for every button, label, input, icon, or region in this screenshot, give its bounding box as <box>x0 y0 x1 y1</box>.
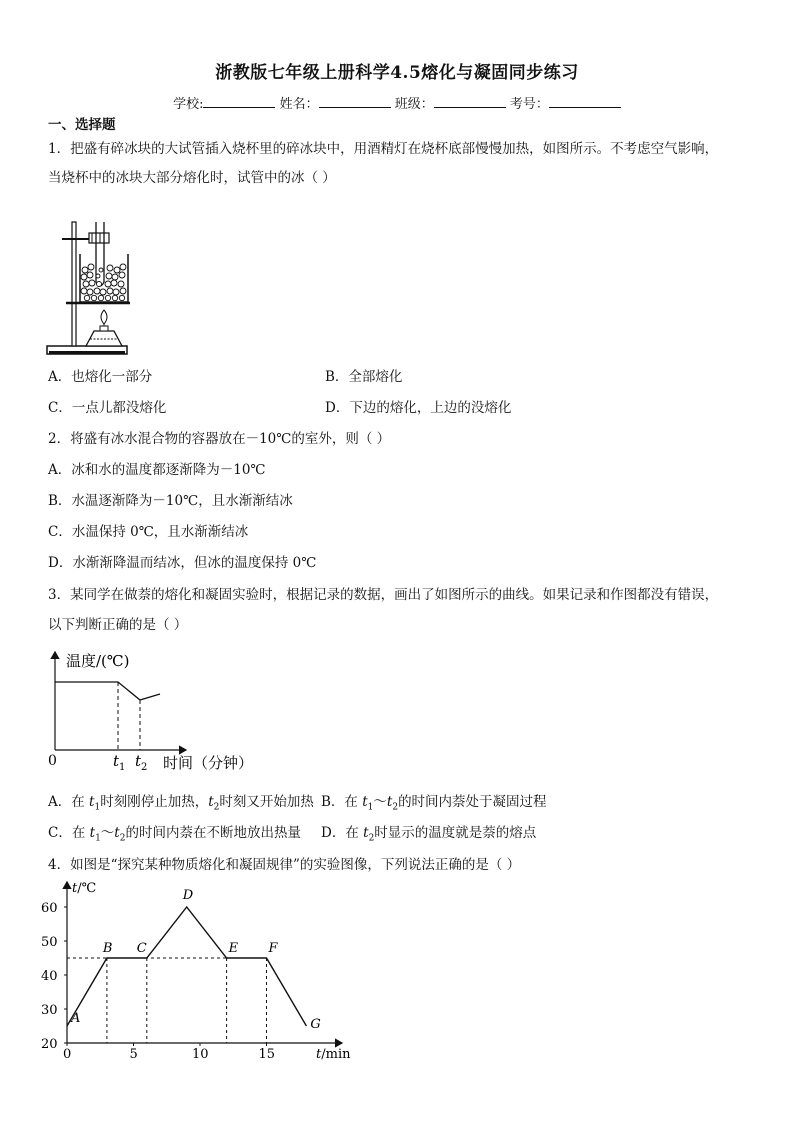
y-tick-label: 60 <box>41 901 58 916</box>
q3-stem-line2: 以下判断正确的是（ ） <box>48 617 188 633</box>
stand-rod <box>72 222 76 346</box>
t2-label: $t_2$ <box>135 752 148 773</box>
flame <box>101 310 107 324</box>
q4-y-axis-label: t/℃ <box>72 881 97 896</box>
q1-option-a[interactable]: A．也熔化一部分 <box>48 369 153 385</box>
temperature-curve <box>55 682 160 700</box>
exam-number-label: 考号： <box>509 97 549 112</box>
q1-stem-line1: 1．把盛有碎冰块的大试管插入烧杯里的碎冰块中，用酒精灯在烧杯底部慢慢加热，如图所示。不考虑空气影响， <box>48 141 719 157</box>
y-tick-label: 20 <box>41 1037 58 1052</box>
t1-label: $t_1$ <box>113 752 126 773</box>
temperature-line <box>67 907 306 1026</box>
heating-apparatus-figure <box>44 210 134 360</box>
x-axis-label: 时间（分钟） <box>163 754 254 772</box>
student-info-line <box>0 93 794 112</box>
page-title: 浙教版七年级上册科学4.5熔化与凝固同步练习 <box>215 63 579 83</box>
point-label-E: E <box>228 941 239 956</box>
naphthalene-curve-figure <box>40 646 280 776</box>
q3-option-c[interactable]: C．在 $t_1\sim t_2$的时间内萘在不断地放出热量 <box>48 825 301 844</box>
x-tick-label: 0 <box>63 1047 72 1062</box>
q2-option-d[interactable]: D．水渐渐降温而结冰，但冰的温度保持 0℃ <box>48 555 317 571</box>
y-axis-label: 温度/(℃) <box>66 652 130 670</box>
x-tick-label: 5 <box>129 1047 138 1062</box>
section-heading: 一、选择题 <box>48 117 116 133</box>
y-tick-label: 50 <box>41 935 58 950</box>
q1-option-d[interactable]: D．下边的熔化，上边的没熔化 <box>325 400 512 416</box>
y-tick-label: 30 <box>41 1003 58 1018</box>
name-blank[interactable] <box>319 95 391 108</box>
q2-stem: 2．将盛有冰水混合物的容器放在－10℃的室外，则（ ） <box>48 431 391 447</box>
q2-option-a[interactable]: A．冰和水的温度都逐渐降为－10℃ <box>48 462 266 478</box>
x-tick-label: 15 <box>258 1047 276 1062</box>
q3-stem-line1: 3．某同学在做萘的熔化和凝固实验时，根据记录的数据，画出了如图所示的曲线。如果记录和作图都没有错误， <box>48 587 719 603</box>
q3-option-b[interactable]: B．在 $t_1\sim t_2$的时间内萘处于凝固过程 <box>321 794 547 813</box>
q3-option-a[interactable]: A．在 $t_1$时刻刚停止加热，$t_2$时刻又开始加热 <box>48 794 314 813</box>
y-tick-label: 40 <box>41 969 58 984</box>
exam-number-blank[interactable] <box>549 95 621 108</box>
x-tick-label: 10 <box>192 1047 209 1062</box>
point-label-G: G <box>310 1017 321 1032</box>
q2-option-b[interactable]: B．水温逐渐降为－10℃，且水渐渐结冰 <box>48 493 293 509</box>
point-label-F: F <box>268 941 278 956</box>
q3-option-d[interactable]: D．在 $t_2$时显示的温度就是萘的熔点 <box>321 825 537 844</box>
q2-option-c[interactable]: C．水温保持 0℃，且水渐渐结冰 <box>48 524 249 540</box>
class-label: 班级： <box>394 97 434 112</box>
q1-stem-line2: 当烧杯中的冰块大部分熔化时，试管中的冰（ ） <box>48 170 336 186</box>
class-blank[interactable] <box>434 95 506 108</box>
q4-stem: 4．如图是“探究某种物质熔化和凝固规律”的实验图像，下列说法正确的是（ ） <box>48 857 521 873</box>
q1-option-c[interactable]: C．一点儿都没熔化 <box>48 400 167 416</box>
point-label-D: D <box>182 888 194 903</box>
name-label: 姓名： <box>279 97 319 112</box>
q4-x-axis-label: t/min <box>316 1047 351 1062</box>
school-blank[interactable] <box>203 95 275 108</box>
point-label-C: C <box>136 941 147 956</box>
school-label: 学校: <box>173 97 204 112</box>
melting-freezing-chart <box>30 876 360 1066</box>
q1-option-b[interactable]: B．全部熔化 <box>325 369 403 385</box>
origin-label: 0 <box>48 753 57 769</box>
point-label-B: B <box>102 941 113 956</box>
point-label-A: A <box>71 1011 81 1026</box>
